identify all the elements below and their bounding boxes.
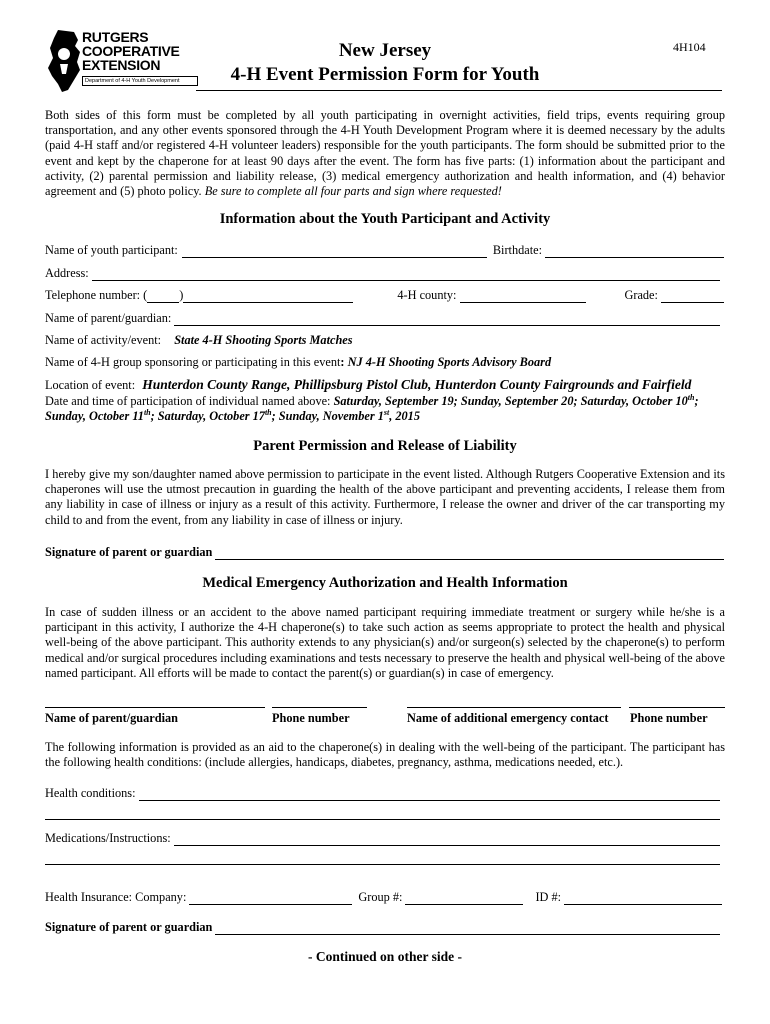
insurance-id-label: ID #:	[535, 890, 562, 904]
group-value: NJ 4-H Shooting Sports Advisory Board	[347, 355, 552, 369]
contact-name-line[interactable]	[407, 707, 621, 708]
parent-signature-label-1: Signature of parent or guardian	[45, 545, 213, 559]
medications-line-2[interactable]	[45, 864, 720, 865]
parent-name-field[interactable]	[174, 313, 720, 326]
section-heading-participant: Information about the Youth Participant and Activity	[219, 211, 551, 227]
insurance-company-label: Health Insurance: Company:	[45, 890, 187, 904]
telephone-label: Telephone number: (	[45, 288, 148, 302]
county-field[interactable]	[460, 289, 586, 303]
area-code-field[interactable]	[147, 289, 179, 303]
logo-line-1: RUTGERS	[82, 29, 149, 45]
group-colon: :	[340, 355, 345, 369]
birthdate-field[interactable]	[545, 245, 724, 258]
health-paragraph: The following information is provided as an aid to the chaperone(s) in dealing with the well-being of the participant. The participant has the following health conditions: (include allergies, handicaps, diabetes, pregnancy, asthma, medications needed, etc.).	[45, 740, 725, 770]
grade-field[interactable]	[661, 290, 724, 303]
telephone-close: )	[179, 288, 184, 302]
intro-emphasis: Be sure to complete all four parts and sign where requested!	[204, 184, 502, 199]
continued-notice: - Continued on other side -	[308, 949, 462, 964]
telephone-field[interactable]	[183, 289, 353, 303]
parent-name-label: Name of parent/guardian:	[45, 311, 172, 325]
activity-value: State 4-H Shooting Sports Matches	[174, 333, 353, 347]
col-contact-phone: Phone number	[630, 711, 708, 725]
insurance-group-label: Group #:	[358, 890, 403, 904]
insurance-id-field[interactable]	[564, 892, 722, 905]
intro-paragraph	[45, 108, 725, 199]
logo-line-2: COOPERATIVE	[82, 43, 180, 59]
logo-subtitle: Department of 4-H Youth Development	[82, 76, 198, 86]
participant-name-field[interactable]	[182, 244, 487, 258]
date-label: Date and time of participation of individual named above:	[45, 394, 331, 408]
new-jersey-state-icon	[44, 28, 84, 94]
medications-field[interactable]	[174, 833, 720, 846]
insurance-group-field[interactable]	[405, 891, 523, 905]
parent-signature-field-2[interactable]	[215, 922, 720, 935]
birthdate-label: Birthdate:	[492, 243, 543, 257]
contact-phone-line[interactable]	[629, 707, 725, 708]
location-label: Location of event:	[45, 378, 136, 392]
participant-name-label: Name of youth participant:	[45, 243, 178, 257]
col-parent-phone: Phone number	[272, 711, 350, 725]
logo-line-3: EXTENSION	[82, 57, 161, 73]
parent-phone-line[interactable]	[272, 707, 367, 708]
intro-text: Both sides of this form must be completed by all youth participating in overnight activities, field trips, events requiring group transportation, and any other events sponsored through the 4-H Youth Development Program where it is deemed necessary by the adults (paid 4-H staff and/or registered 4-H volunteer leaders) responsible for the youth participants. The form should be submitted prior to the event and kept by the chaperone for at least 90 days after the event. The form has five parts: (1) information about the participant and activity, (2) parental permission and liability release, (3) medical emergency authorization and health information, and (4) behavior agreement and (5) photo policy.	[45, 108, 725, 199]
section-heading-permission: Parent Permission and Release of Liability	[253, 438, 517, 454]
parent-signature-field-1[interactable]	[215, 547, 724, 560]
parent-name-line[interactable]	[45, 707, 265, 708]
address-label: Address:	[45, 266, 89, 280]
col-contact-name: Name of additional emergency contact	[407, 711, 609, 725]
address-field[interactable]	[92, 268, 720, 281]
activity-label: Name of activity/event:	[45, 333, 162, 347]
col-parent-name: Name of parent/guardian	[45, 711, 178, 725]
date-value-line2: Sunday, October 11th; Saturday, October 17th; Sunday, November 1st, 2015	[45, 407, 420, 423]
grade-label: Grade:	[624, 288, 658, 302]
health-conditions-field[interactable]	[139, 788, 720, 801]
section-heading-medical: Medical Emergency Authorization and Health Information	[202, 575, 568, 591]
emergency-contact-lines	[45, 707, 725, 708]
health-conditions-line-2[interactable]	[45, 819, 720, 820]
permission-paragraph: I hereby give my son/daughter named above permission to participate in the event listed. Although Rutgers Cooperative Extension and its chaperones will use the utmost precaution in guarding the health of the above participant and preventing accidents, I release them from any liability in case of illness or injury as a result of this activity. Furthermore, I release the owner and driver of the car transporting my child to and from the event, from any liability in case of illness or injury.	[45, 467, 725, 527]
location-value: Hunterdon County Range, Phillipsburg Pistol Club, Hunterdon County Fairgrounds and Fairfield	[142, 377, 692, 392]
rutgers-logo	[44, 28, 194, 94]
health-conditions-label: Health conditions:	[45, 786, 136, 800]
medications-label: Medications/Instructions:	[45, 831, 171, 845]
insurance-company-field[interactable]	[189, 891, 352, 905]
group-label: Name of 4-H group sponsoring or participating in this event	[45, 355, 341, 369]
county-label: 4-H county:	[397, 288, 457, 302]
medical-paragraph: In case of sudden illness or an accident to the above named participant requiring immediate treatment or surgery while he/she is a participant in this activity, I authorize the 4-H chaperone(s) to take such action as seems appropriate to protect the health and physical well-being of the above participant. This authority extends to any physician(s) and/or surgeon(s) selected by the chaperone(s) to perform medical and/or surgical procedures including examinations and tests necessary to preserve the health and physical well-being of the above named participant. All efforts will be made to contact the parent(s) or guardian(s) in case of emergency.	[45, 605, 725, 680]
page-title-line-1: New Jersey	[338, 40, 432, 61]
date-value-line1: Saturday, September 19; Sunday, September 20; Saturday, October 10th;	[333, 392, 699, 408]
header-divider	[196, 90, 722, 91]
form-code: 4H104	[673, 40, 706, 54]
page-title-line-2: 4-H Event Permission Form for Youth	[230, 64, 540, 85]
parent-signature-label-2: Signature of parent or guardian	[45, 920, 213, 934]
